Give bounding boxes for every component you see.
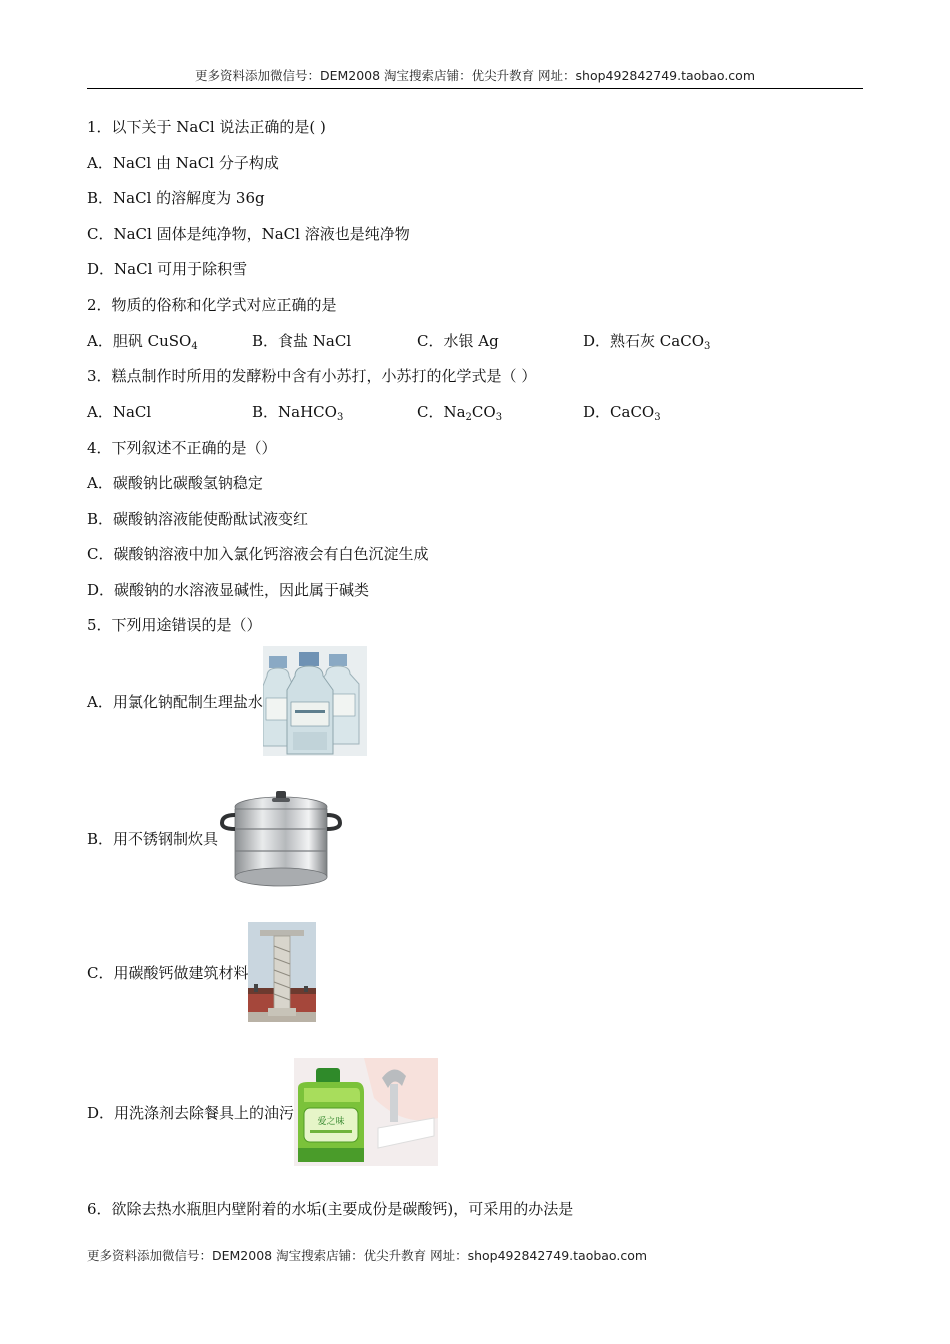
question-5-option-b-text: B．用不锈钢制炊具 — [87, 829, 219, 848]
saline-bottles-image — [263, 646, 367, 756]
question-2-stem: 2．物质的俗称和化学式对应正确的是 — [87, 296, 337, 314]
question-2-option-d: D．熟石灰 CaCO$_3$ — [583, 332, 711, 352]
question-4-stem: 4．下列叙述不正确的是（） — [87, 439, 277, 457]
question-3-option-b: B．NaHCO$_3$ — [252, 403, 344, 423]
question-5-option-a-text: A．用氯化钠配制生理盐水 — [87, 692, 263, 711]
question-1-stem: 1．以下关于 NaCl 说法正确的是( ) — [87, 118, 326, 136]
detergent-brand-label: 爱之味 — [317, 1117, 345, 1127]
question-4-option-c: C．碳酸钠溶液中加入氯化钙溶液会有白色沉淀生成 — [87, 545, 429, 563]
question-3-stem: 3．糕点制作时所用的发酵粉中含有小苏打，小苏打的化学式是（ ） — [87, 367, 537, 385]
question-4-option-b: B．碳酸钠溶液能使酚酞试液变红 — [87, 510, 309, 528]
question-5-option-a — [87, 646, 367, 756]
question-5-option-c — [87, 922, 316, 1022]
question-3-option-c: C．$Na_2CO_3$ — [417, 403, 503, 423]
question-1-option-d: D．NaCl 可用于除积雪 — [87, 260, 248, 278]
question-2-option-c: C．水银 Ag — [417, 332, 499, 350]
question-5-stem: 5．下列用途错误的是（） — [87, 616, 262, 634]
page-footer: 更多资料添加微信号：DEM2008 淘宝搜索店铺：优尖升教育 网址：shop492842749.taobao.com — [87, 1248, 648, 1263]
question-4-option-d: D．碳酸钠的水溶液显碱性，因此属于碱类 — [87, 581, 370, 599]
question-5-option-d-text: D．用洗涤剂去除餐具上的油污 — [87, 1103, 295, 1122]
stone-column-image — [248, 922, 316, 1022]
detergent-bottle-image — [294, 1058, 438, 1166]
page-header: 更多资料添加微信号：DEM2008 淘宝搜索店铺：优尖升教育 网址：shop492842749.taobao.com — [87, 66, 863, 89]
question-3-option-d: D．CaCO$_3$ — [583, 403, 661, 423]
question-5-option-d — [87, 1058, 438, 1166]
question-1-option-c: C．NaCl 固体是纯净物，NaCl 溶液也是纯净物 — [87, 225, 410, 243]
question-2-option-b: B．食盐 NaCl — [252, 332, 352, 350]
question-5-option-c-text: C．用碳酸钙做建筑材料 — [87, 963, 249, 982]
question-6-stem: 6．欲除去热水瓶胆内壁附着的水垢(主要成份是碳酸钙)，可采用的办法是 — [87, 1200, 574, 1218]
question-3-option-a: A．NaCl — [87, 403, 152, 421]
stainless-steamer-image — [218, 785, 344, 891]
question-5-option-b — [87, 784, 344, 892]
question-2-option-a: A．胆矾 CuSO$_4$ — [87, 332, 198, 352]
question-1-option-a: A．NaCl 由 NaCl 分子构成 — [87, 154, 279, 172]
question-4-option-a: A．碳酸钠比碳酸氢钠稳定 — [87, 474, 263, 492]
question-1-option-b: B．NaCl 的溶解度为 36g — [87, 189, 265, 207]
